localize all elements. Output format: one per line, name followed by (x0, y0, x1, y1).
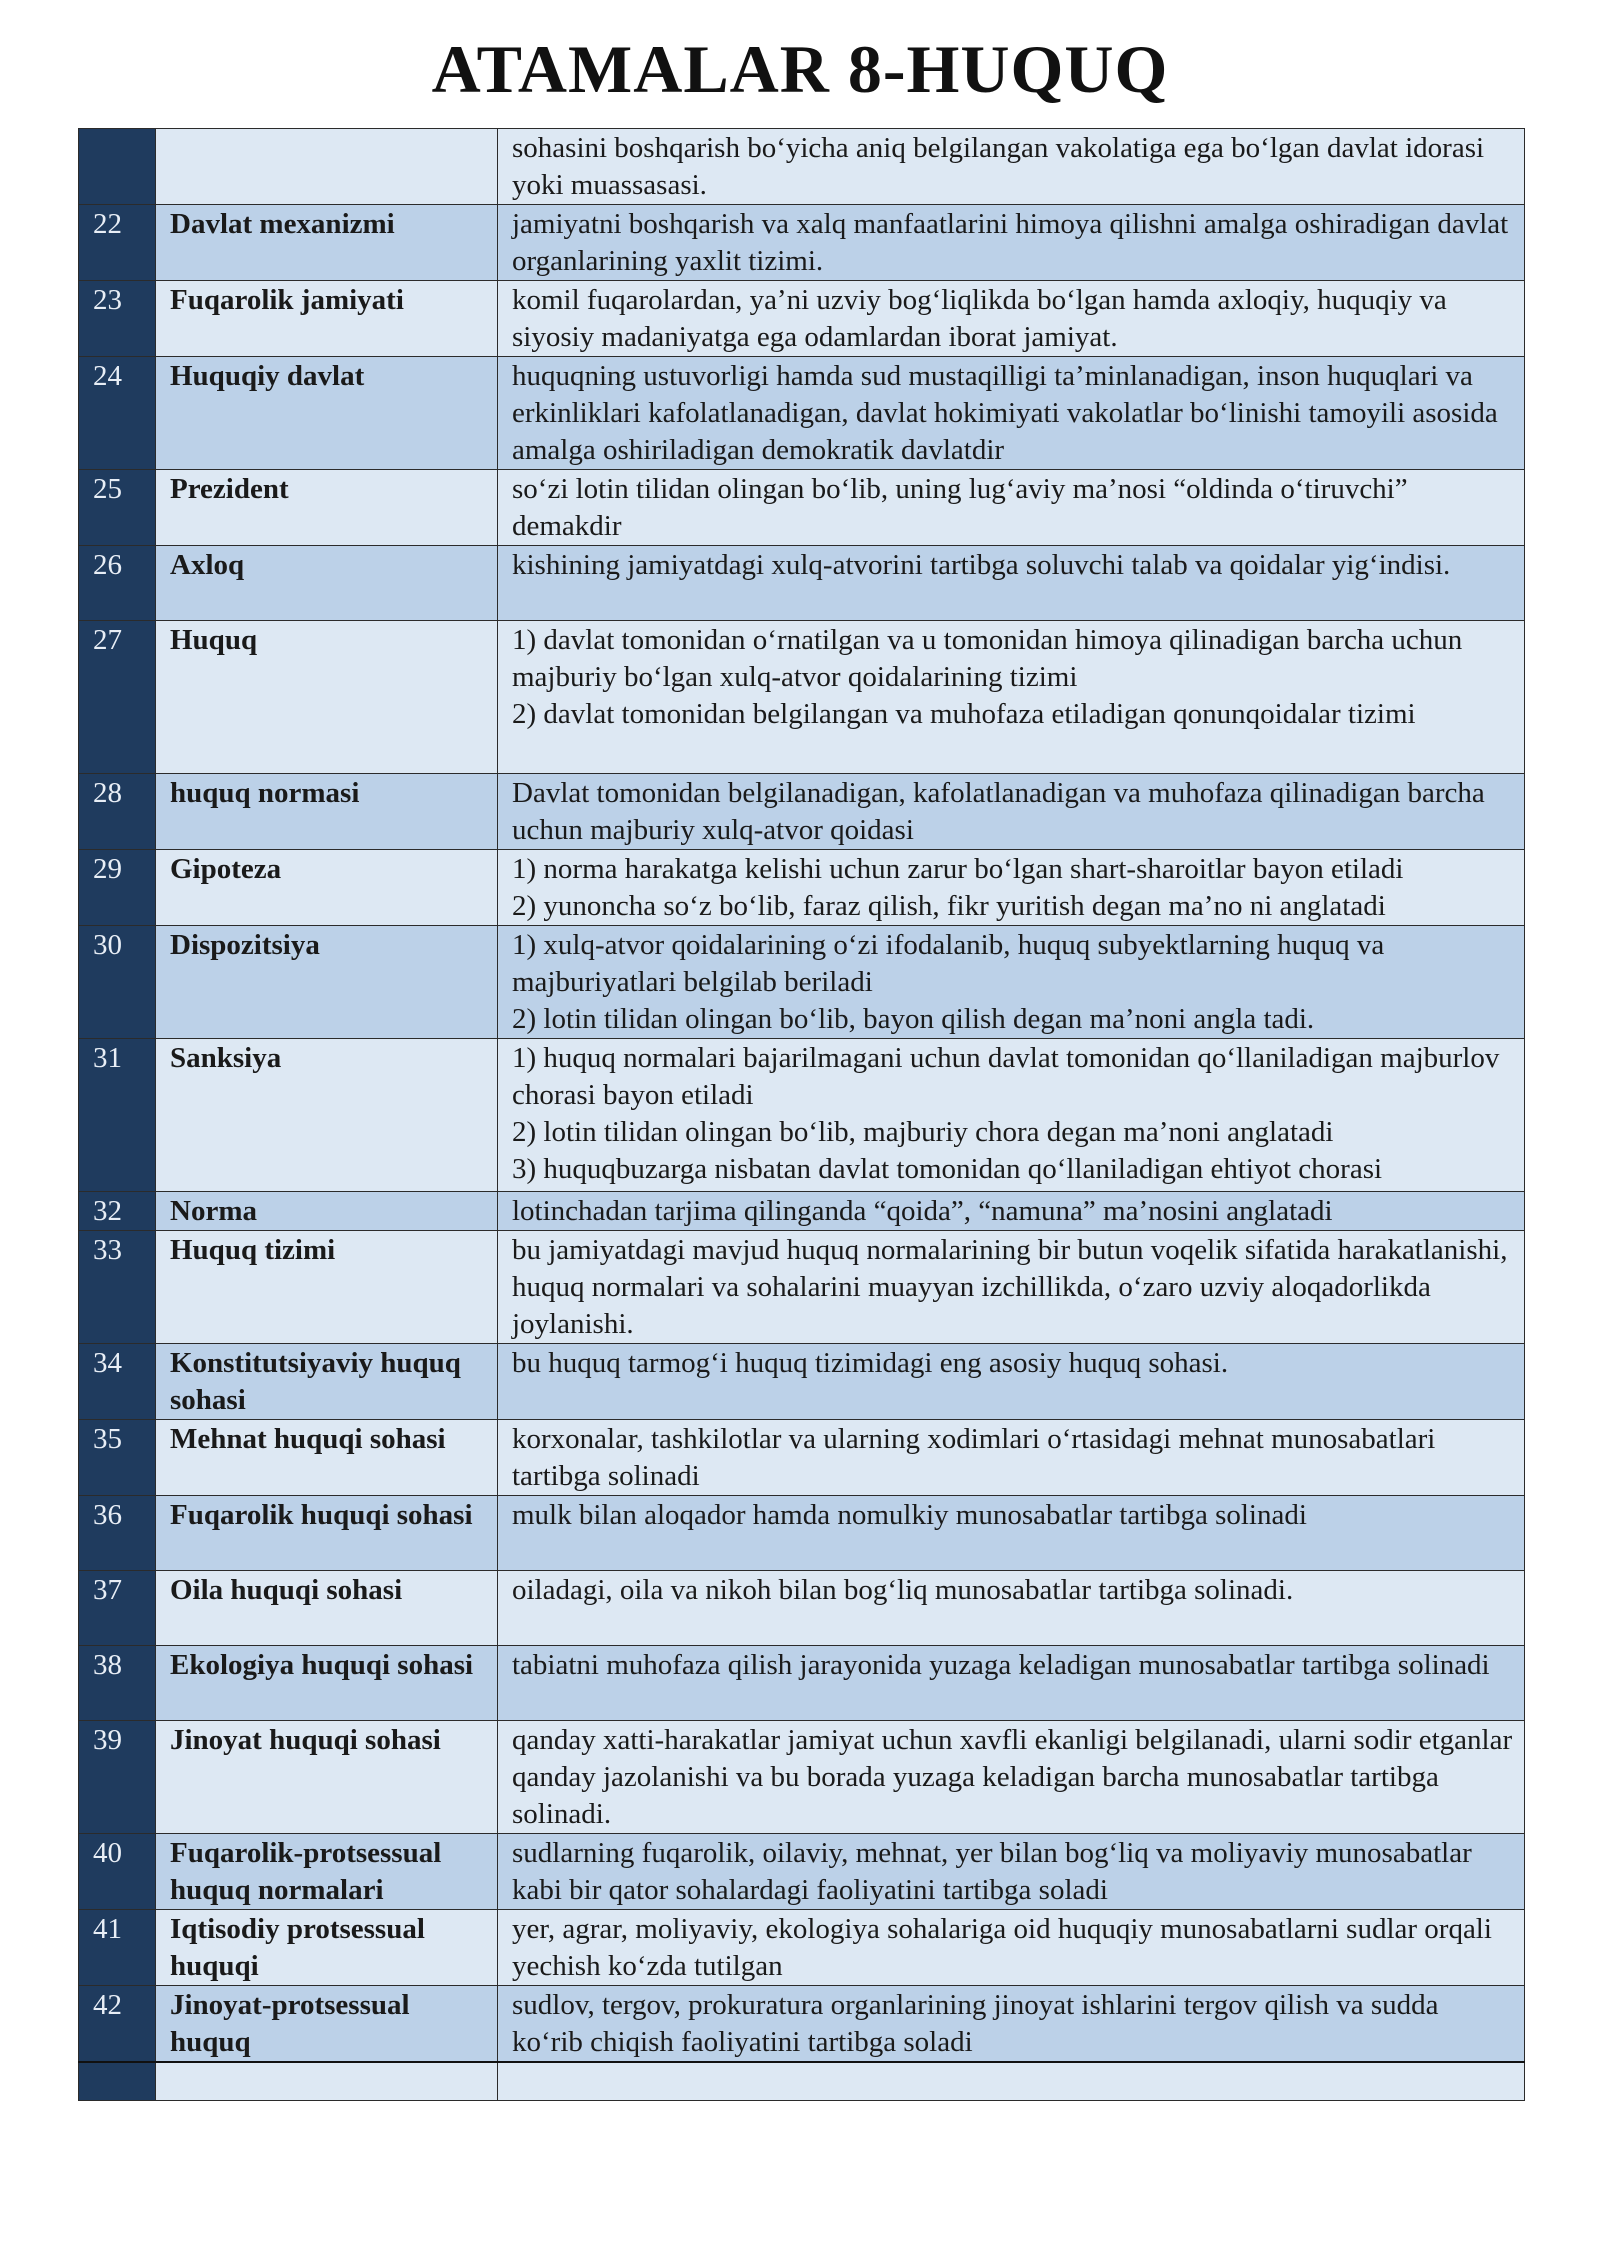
table-row (79, 1344, 1525, 1420)
definition-line: sudlov, tergov, prokuratura organlarining jinoyat ishlarini tergov qilish va sudda ko‘rib chiqish faoliyatini tartibga soladi (512, 1989, 1439, 2058)
table-row (79, 357, 1525, 470)
definition-cell (498, 2062, 1525, 2100)
definition-line: bu jamiyatdagi mavjud huquq normalarining bir butun voqelik sifatida harakatlanishi, huquq normalari va sohalarini muayyan izchillikda, o‘zaro uzviy aloqadorlikda joylanishi. (512, 1234, 1508, 1340)
row-number (79, 129, 156, 205)
definition-cell (498, 205, 1525, 281)
terms-table (78, 128, 1525, 2101)
table-row (79, 1192, 1525, 1231)
definition-cell (498, 1834, 1525, 1910)
definition-line: korxonalar, tashkilotlar va ularning xodimlari o‘rtasidagi mehnat munosabatlari tartibga solinadi (512, 1423, 1436, 1492)
row-number: 42 (79, 1986, 156, 2063)
table-row (79, 850, 1525, 926)
table-row (79, 470, 1525, 546)
definition-cell (498, 1344, 1525, 1420)
table-row (79, 774, 1525, 850)
term-cell: Huquq tizimi (156, 1231, 498, 1344)
definition-line: so‘zi lotin tilidan olingan bo‘lib, uning lug‘aviy ma’nosi “oldinda o‘tiruvchi” demakdir (512, 473, 1408, 542)
definition-line: jamiyatni boshqarish va xalq manfaatlarini himoya qilishni amalga oshiradigan davlat organlarining yaxlit tizimi. (512, 208, 1509, 277)
table-row (79, 1496, 1525, 1571)
page-title: ATAMALAR 8-HUQUQ (431, 31, 1169, 107)
definition-cell (498, 1646, 1525, 1721)
definition-line: bu huquq tarmog‘i huquq tizimidagi eng asosiy huquq sohasi. (512, 1347, 1229, 1379)
definition-line: 1) norma harakatga kelishi uchun zarur bo‘lgan shart-sharoitlar bayon etiladi (512, 853, 1404, 885)
definition-line: 1) xulq-atvor qoidalarining o‘zi ifodalanib, huquq subyektlarning huquq va majburiyatlari belgilab beriladi (512, 929, 1385, 998)
term-cell: Jinoyat huquqi sohasi (156, 1721, 498, 1834)
definition-line: 2) lotin tilidan olingan bo‘lib, bayon qilish degan ma’noni angla tadi. (512, 1003, 1315, 1035)
table-row (79, 1231, 1525, 1344)
definition-line: sohasini boshqarish bo‘yicha aniq belgilangan vakolatiga ega bo‘lgan davlat idorasi yoki muassasasi. (512, 132, 1485, 201)
row-number: 39 (79, 1721, 156, 1834)
row-number: 22 (79, 205, 156, 281)
term-cell: Oila huquqi sohasi (156, 1571, 498, 1646)
table-row (79, 1910, 1525, 1986)
term-cell: Davlat mexanizmi (156, 205, 498, 281)
table-row (79, 1986, 1525, 2063)
row-number: 37 (79, 1571, 156, 1646)
table-row (79, 205, 1525, 281)
definition-line: yer, agrar, moliyaviy, ekologiya sohalariga oid huquqiy munosabatlarni sudlar orqali yechish ko‘zda tutilgan (512, 1913, 1492, 1982)
term-cell: Ekologiya huquqi sohasi (156, 1646, 498, 1721)
definition-line: 1) huquq normalari bajarilmagani uchun davlat tomonidan qo‘llaniladigan majburlov chorasi bayon etiladi (512, 1042, 1500, 1111)
definition-line: lotinchadan tarjima qilinganda “qoida”, “namuna” ma’nosini anglatadi (512, 1195, 1333, 1227)
definition-cell (498, 926, 1525, 1039)
definition-line: 2) yunoncha so‘z bo‘lib, faraz qilish, fikr yuritish degan ma’no ni anglatadi (512, 890, 1386, 922)
row-number: 34 (79, 1344, 156, 1420)
table-row (79, 546, 1525, 621)
definition-line: oiladagi, oila va nikoh bilan bog‘liq munosabatlar tartibga solinadi. (512, 1574, 1294, 1606)
definition-cell (498, 1986, 1525, 2063)
term-cell: Jinoyat-protsessual huquq (156, 1986, 498, 2063)
row-number: 33 (79, 1231, 156, 1344)
definition-line: komil fuqarolardan, ya’ni uzviy bog‘liqlikda bo‘lgan hamda axloqiy, huquqiy va siyosiy madaniyatga ega odamlardan iborat jamiyat. (512, 284, 1447, 353)
row-number: 28 (79, 774, 156, 850)
definition-line: kishining jamiyatdagi xulq-atvorini tartibga soluvchi talab va qoidalar yig‘indisi. (512, 549, 1451, 581)
definition-cell (498, 1420, 1525, 1496)
table-row (79, 1571, 1525, 1646)
term-cell: Norma (156, 1192, 498, 1231)
row-number: 31 (79, 1039, 156, 1192)
definition-cell (498, 281, 1525, 357)
definition-line: tabiatni muhofaza qilish jarayonida yuzaga keladigan munosabatlar tartibga solinadi (512, 1649, 1490, 1681)
term-cell: Fuqarolik-protsessual huquq normalari (156, 1834, 498, 1910)
row-number: 29 (79, 850, 156, 926)
definition-cell (498, 129, 1525, 205)
definition-cell (498, 621, 1525, 774)
table-row (79, 1834, 1525, 1910)
definition-line: 1) davlat tomonidan o‘rnatilgan va u tomonidan himoya qilinadigan barcha uchun majburiy bo‘lgan xulq-atvor qoidalarining tizimi (512, 624, 1463, 693)
term-cell: Dispozitsiya (156, 926, 498, 1039)
definition-cell (498, 1231, 1525, 1344)
definition-cell (498, 850, 1525, 926)
table-row (79, 1420, 1525, 1496)
term-cell: Iqtisodiy protsessual huquqi (156, 1910, 498, 1986)
row-number: 30 (79, 926, 156, 1039)
definition-line: qanday xatti-harakatlar jamiyat uchun xavfli ekanligi belgilanadi, ularni sodir etganlar qanday jazolanishi va bu borada yuzaga keladigan barcha munosabatlar tartibga solinadi. (512, 1724, 1513, 1830)
table-row (79, 926, 1525, 1039)
table-row (79, 1721, 1525, 1834)
row-number: 32 (79, 1192, 156, 1231)
table-row (79, 1039, 1525, 1192)
term-cell: Gipoteza (156, 850, 498, 926)
table-row (79, 2062, 1525, 2100)
term-cell: Fuqarolik jamiyati (156, 281, 498, 357)
definition-cell (498, 1571, 1525, 1646)
term-cell (156, 2062, 498, 2100)
terms-table-body (79, 129, 1525, 2101)
definition-cell (498, 774, 1525, 850)
term-cell: Axloq (156, 546, 498, 621)
definition-cell (498, 1721, 1525, 1834)
row-number (79, 2062, 156, 2100)
row-number: 36 (79, 1496, 156, 1571)
definition-cell (498, 546, 1525, 621)
definition-cell (498, 470, 1525, 546)
row-number: 27 (79, 621, 156, 774)
definition-line: Davlat tomonidan belgilanadigan, kafolatlanadigan va muhofaza qilinadigan barcha uchun majburiy xulq-atvor qoidasi (512, 777, 1485, 846)
term-cell: Konstitutsiyaviy huquq sohasi (156, 1344, 498, 1420)
table-row (79, 1646, 1525, 1721)
row-number: 35 (79, 1420, 156, 1496)
definition-cell (498, 1496, 1525, 1571)
term-cell: Fuqarolik huquqi sohasi (156, 1496, 498, 1571)
term-cell: Huquq (156, 621, 498, 774)
term-cell: Mehnat huquqi sohasi (156, 1420, 498, 1496)
row-number: 38 (79, 1646, 156, 1721)
row-number: 40 (79, 1834, 156, 1910)
definition-line: mulk bilan aloqador hamda nomulkiy munosabatlar tartibga solinadi (512, 1499, 1307, 1531)
row-number: 24 (79, 357, 156, 470)
definition-line: 2) lotin tilidan olingan bo‘lib, majburiy chora degan ma’noni anglatadi (512, 1116, 1334, 1148)
row-number: 23 (79, 281, 156, 357)
row-number: 41 (79, 1910, 156, 1986)
term-cell: Sanksiya (156, 1039, 498, 1192)
definition-cell (498, 357, 1525, 470)
definition-line: 3) huquqbuzarga nisbatan davlat tomonidan qo‘llaniladigan ehtiyot chorasi (512, 1153, 1383, 1185)
term-cell: Prezident (156, 470, 498, 546)
definition-cell (498, 1039, 1525, 1192)
table-row (79, 621, 1525, 774)
term-cell (156, 129, 498, 205)
row-number: 25 (79, 470, 156, 546)
term-cell: Huquqiy davlat (156, 357, 498, 470)
table-row (79, 281, 1525, 357)
row-number: 26 (79, 546, 156, 621)
definition-cell (498, 1910, 1525, 1986)
definition-line: 2) davlat tomonidan belgilangan va muhofaza etiladigan qonunqoidalar tizimi (512, 698, 1416, 730)
term-cell: huquq normasi (156, 774, 498, 850)
definition-line: huquqning ustuvorligi hamda sud mustaqilligi ta’minlanadigan, inson huquqlari va erkinliklari kafolatlanadigan, davlat hokimiyati vakolatlar bo‘linishi tamoyili asosida amalga oshiriladigan demokratik davlatdir (512, 360, 1498, 466)
definition-line: sudlarning fuqarolik, oilaviy, mehnat, yer bilan bog‘liq va moliyaviy munosabatlar kabi bir qator sohalardagi faoliyatini tartibga soladi (512, 1837, 1472, 1906)
table-row (79, 129, 1525, 205)
definition-cell (498, 1192, 1525, 1231)
